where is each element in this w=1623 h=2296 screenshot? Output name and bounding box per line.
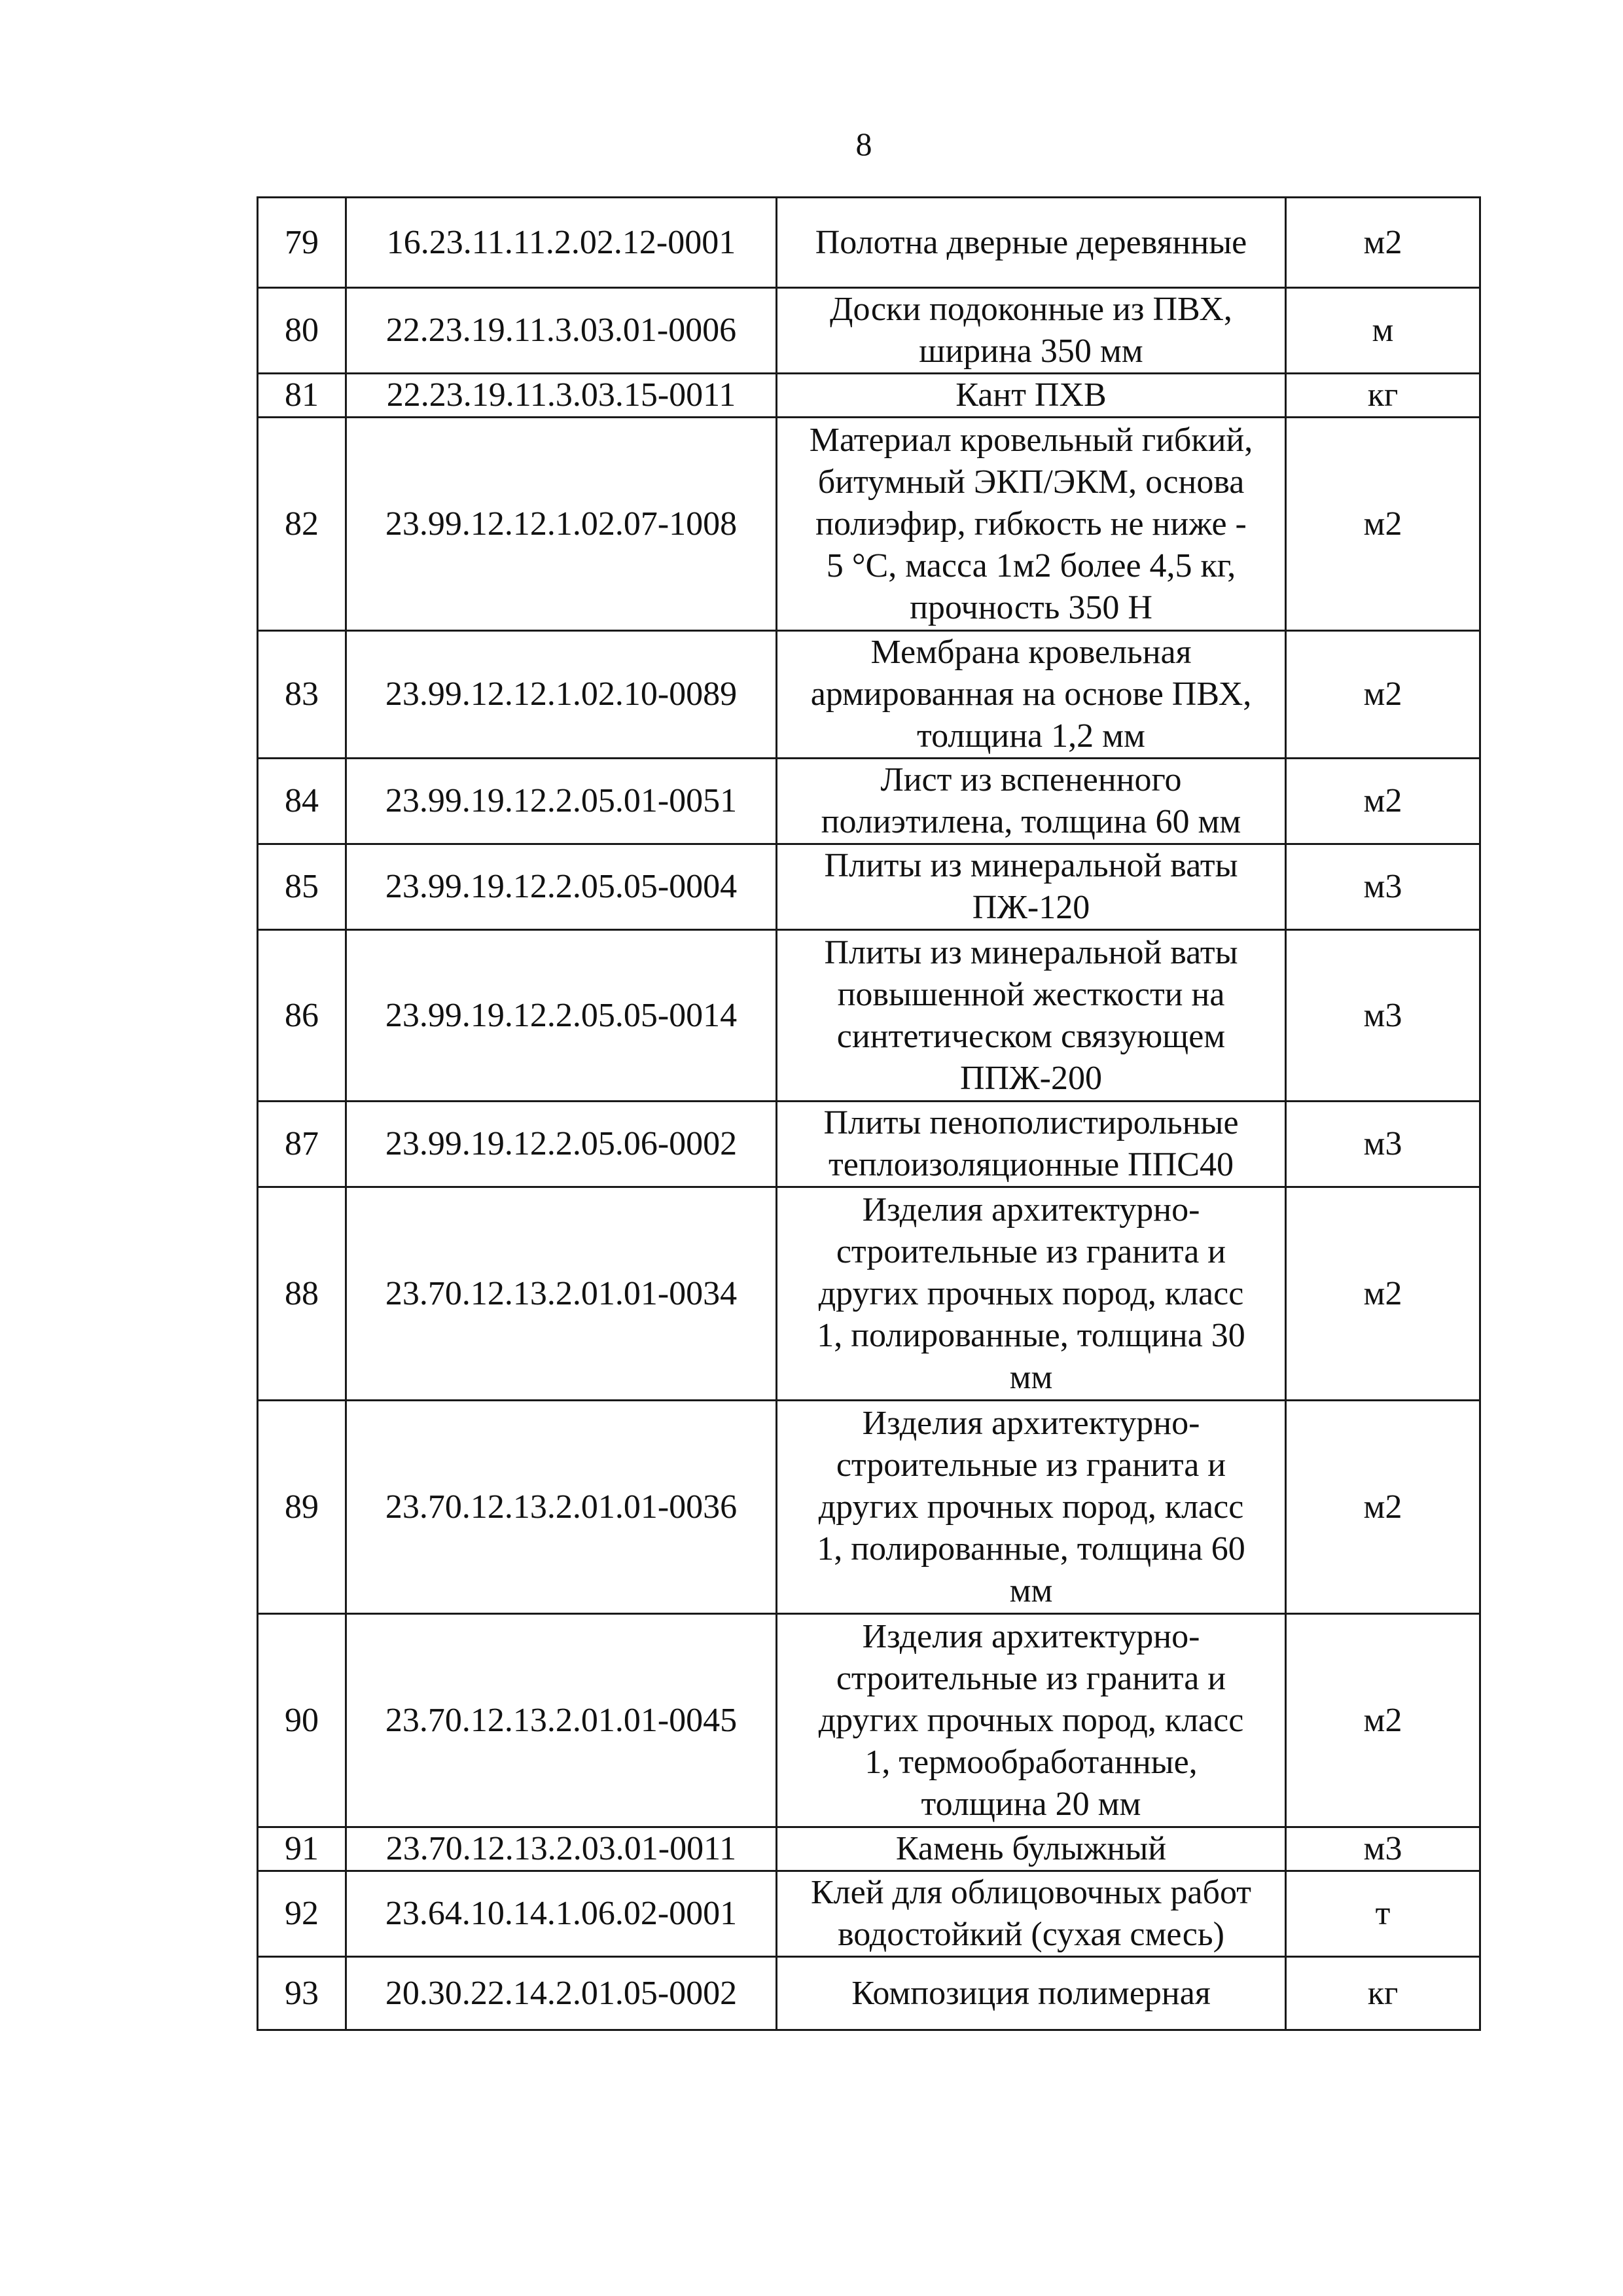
resource-code: 23.99.12.12.1.02.10-0089 (346, 631, 777, 759)
table-row (258, 631, 1480, 759)
row-number: 93 (258, 1957, 346, 2030)
resource-name: Камень булыжный (777, 1827, 1286, 1871)
resource-code: 22.23.19.11.3.03.15-0011 (346, 374, 777, 418)
resource-name: Изделия архитектурно- строительные из гранита и других прочных пород, класс 1, полированные, толщина 60 мм (777, 1401, 1286, 1614)
table-row (258, 1187, 1480, 1401)
resource-code: 23.70.12.13.2.01.01-0045 (346, 1614, 777, 1827)
resource-name: Изделия архитектурно- строительные из гранита и других прочных пород, класс 1, термообработанные, толщина 20 мм (777, 1614, 1286, 1827)
materials-table (257, 196, 1481, 2031)
resource-name: Лист из вспененного полиэтилена, толщина 60 мм (777, 759, 1286, 844)
row-number: 88 (258, 1187, 346, 1401)
unit-of-measure: м2 (1286, 759, 1480, 844)
table-row (258, 1827, 1480, 1871)
table-row (258, 288, 1480, 374)
row-number: 81 (258, 374, 346, 418)
unit-of-measure: м3 (1286, 844, 1480, 930)
row-number: 80 (258, 288, 346, 374)
resource-name: Композиция полимерная (777, 1957, 1286, 2030)
resource-code: 23.70.12.13.2.01.01-0034 (346, 1187, 777, 1401)
table-row (258, 1871, 1480, 1957)
resource-name: Материал кровельный гибкий, битумный ЭКП/ЭКМ, основа полиэфир, гибкость не ниже - 5 °С, масса 1м2 более 4,5 кг, прочность 350 Н (777, 418, 1286, 631)
table-row (258, 418, 1480, 631)
row-number: 90 (258, 1614, 346, 1827)
unit-of-measure: м3 (1286, 930, 1480, 1102)
unit-of-measure: т (1286, 1871, 1480, 1957)
page-number: 8 (855, 126, 872, 162)
unit-of-measure: м2 (1286, 198, 1480, 288)
unit-of-measure: кг (1286, 374, 1480, 418)
row-number: 87 (258, 1102, 346, 1187)
table-row (258, 930, 1480, 1102)
row-number: 79 (258, 198, 346, 288)
table-row (258, 198, 1480, 288)
table-row (258, 1102, 1480, 1187)
resource-code: 20.30.22.14.2.01.05-0002 (346, 1957, 777, 2030)
resource-code: 23.64.10.14.1.06.02-0001 (346, 1871, 777, 1957)
row-number: 89 (258, 1401, 346, 1614)
resource-code: 22.23.19.11.3.03.01-0006 (346, 288, 777, 374)
unit-of-measure: м3 (1286, 1102, 1480, 1187)
resource-code: 23.99.19.12.2.05.01-0051 (346, 759, 777, 844)
row-number: 85 (258, 844, 346, 930)
table-row (258, 759, 1480, 844)
unit-of-measure: м2 (1286, 631, 1480, 759)
resource-code: 23.70.12.13.2.03.01-0011 (346, 1827, 777, 1871)
resource-name: Полотна дверные деревянные (777, 198, 1286, 288)
row-number: 92 (258, 1871, 346, 1957)
row-number: 91 (258, 1827, 346, 1871)
resource-name: Плиты из минеральной ваты ПЖ-120 (777, 844, 1286, 930)
row-number: 86 (258, 930, 346, 1102)
resource-name: Плиты из минеральной ваты повышенной жесткости на синтетическом связующем ППЖ-200 (777, 930, 1286, 1102)
resource-name: Плиты пенополистирольные теплоизоляционные ППС40 (777, 1102, 1286, 1187)
unit-of-measure: м (1286, 288, 1480, 374)
unit-of-measure: м2 (1286, 1187, 1480, 1401)
table-row (258, 844, 1480, 930)
resource-name: Кант ПХВ (777, 374, 1286, 418)
table-row (258, 1401, 1480, 1614)
resource-code: 23.99.12.12.1.02.07-1008 (346, 418, 777, 631)
resource-name: Клей для облицовочных работ водостойкий (сухая смесь) (777, 1871, 1286, 1957)
row-number: 83 (258, 631, 346, 759)
resource-code: 23.99.19.12.2.05.06-0002 (346, 1102, 777, 1187)
row-number: 82 (258, 418, 346, 631)
resource-code: 23.70.12.13.2.01.01-0036 (346, 1401, 777, 1614)
resource-name: Мембрана кровельная армированная на основе ПВХ, толщина 1,2 мм (777, 631, 1286, 759)
resource-code: 23.99.19.12.2.05.05-0004 (346, 844, 777, 930)
unit-of-measure: м2 (1286, 1614, 1480, 1827)
unit-of-measure: м2 (1286, 418, 1480, 631)
resource-name: Доски подоконные из ПВХ, ширина 350 мм (777, 288, 1286, 374)
resource-code: 16.23.11.11.2.02.12-0001 (346, 198, 777, 288)
unit-of-measure: м3 (1286, 1827, 1480, 1871)
unit-of-measure: кг (1286, 1957, 1480, 2030)
row-number: 84 (258, 759, 346, 844)
table-row (258, 1614, 1480, 1827)
unit-of-measure: м2 (1286, 1401, 1480, 1614)
table-row (258, 374, 1480, 418)
resource-code: 23.99.19.12.2.05.05-0014 (346, 930, 777, 1102)
table-row (258, 1957, 1480, 2030)
resource-name: Изделия архитектурно- строительные из гранита и других прочных пород, класс 1, полированные, толщина 30 мм (777, 1187, 1286, 1401)
